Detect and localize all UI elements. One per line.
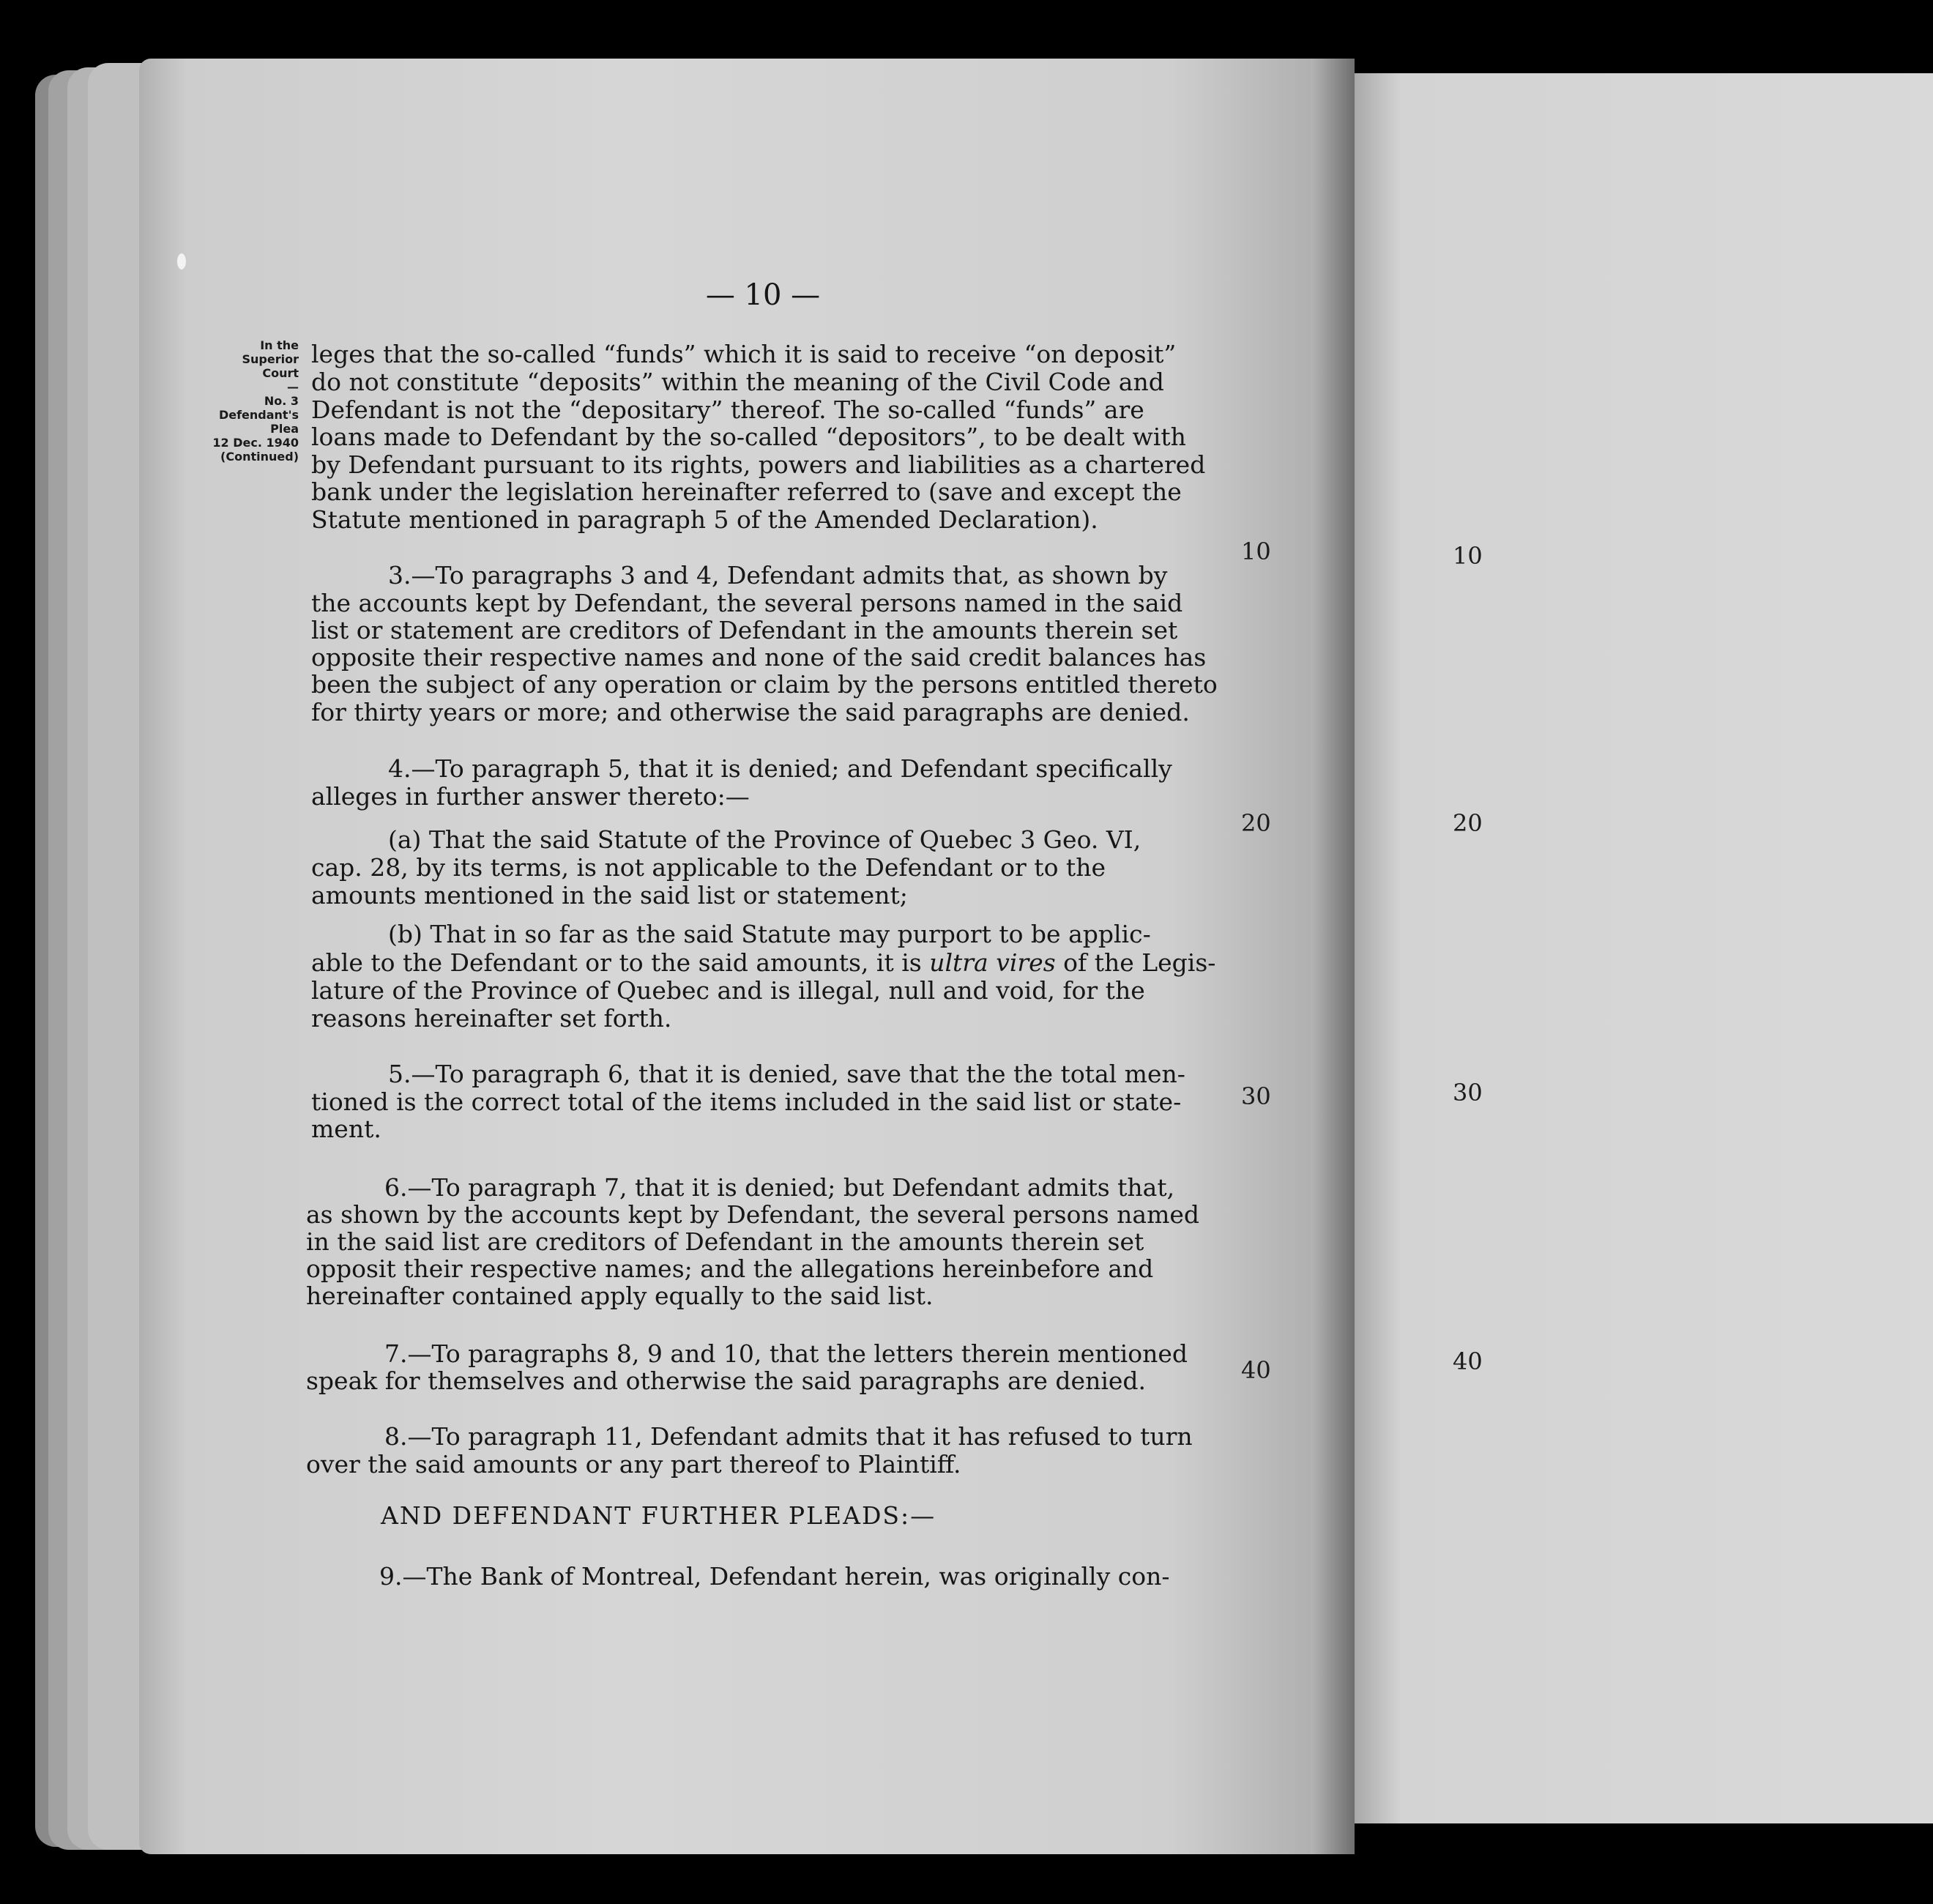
text-line: reasons hereinafter set forth.: [311, 1004, 672, 1033]
text-line: 4.—To paragraph 5, that it is denied; and Defendant specifically: [388, 754, 1172, 783]
text-line: for thirty years or more; and otherwise the said paragraphs are denied.: [311, 698, 1190, 726]
text-line: cap. 28, by its terms, is not applicable to the Defendant or to the: [311, 853, 1106, 882]
margin-note-line: Court: [262, 366, 299, 380]
margin-note-line: In the: [260, 338, 299, 352]
text-line: 8.—To paragraph 11, Defendant admits that it has refused to turn: [384, 1422, 1193, 1451]
text-line: lature of the Province of Quebec and is illegal, null and void, for the: [311, 976, 1145, 1005]
margin-note-line: Plea: [270, 422, 299, 436]
text-line: 3.—To paragraphs 3 and 4, Defendant admits that, as shown by: [388, 561, 1168, 590]
text-line: speak for themselves and otherwise the said paragraphs are denied.: [306, 1366, 1147, 1395]
text-line: 5.—To paragraph 6, that it is denied, save that the the total men-: [388, 1060, 1185, 1088]
text-line: been the subject of any operation or claim by the persons entitled thereto: [311, 670, 1218, 699]
text-line: (b) That in so far as the said Statute may purport to be applic-: [388, 920, 1151, 948]
text-line: 6.—To paragraph 7, that it is denied; but Defendant admits that,: [384, 1173, 1175, 1202]
margin-note-line: —: [287, 380, 299, 394]
text-line: ment.: [311, 1115, 381, 1143]
line-number: 40: [1453, 1347, 1483, 1375]
margin-note-line: (Continued): [220, 450, 299, 464]
margin-note-line: Superior: [242, 352, 299, 366]
text-line: as shown by the accounts kept by Defendant, the several persons named: [306, 1200, 1200, 1229]
page-number: — 10 —: [705, 278, 821, 312]
text-line: hereinafter contained apply equally to the said list.: [306, 1282, 934, 1310]
line-number: 30: [1453, 1079, 1483, 1107]
right-page: [1355, 73, 1933, 1823]
margin-note: [182, 338, 299, 464]
margin-note-line: No. 3: [264, 394, 299, 408]
text-line: do not constitute “deposits” within the meaning of the Civil Code and: [311, 368, 1164, 396]
text-line: the accounts kept by Defendant, the several persons named in the said: [311, 589, 1183, 617]
line-number: 30: [1241, 1082, 1271, 1110]
text-line-heading: AND DEFENDANT FURTHER PLEADS:—: [381, 1501, 936, 1530]
text-line: amounts mentioned in the said list or statement;: [311, 881, 908, 910]
italic-phrase: ultra vires: [929, 948, 1056, 977]
line-number: 20: [1241, 809, 1271, 837]
text-line: over the said amounts or any part thereof to Plaintiff.: [306, 1450, 961, 1479]
paper-speck: [177, 253, 186, 269]
book-gutter: [1311, 59, 1355, 1854]
line-number: 10: [1453, 542, 1483, 570]
text-line: by Defendant pursuant to its rights, powers and liabilities as a chartered: [311, 450, 1206, 479]
text-line: tioned is the correct total of the items included in the said list or state-: [311, 1087, 1182, 1116]
text-line: leges that the so-called “funds” which it is said to receive “on deposit”: [311, 340, 1177, 368]
text-line: opposit their respective names; and the allegations hereinbefore and: [306, 1254, 1154, 1283]
line-number: 20: [1453, 809, 1483, 837]
text-line: able to the Defendant or to the said amounts, it is ultra vires of the Legis-: [311, 948, 1216, 977]
margin-note-line: Defendant's: [218, 408, 299, 422]
text-line: 9.—The Bank of Montreal, Defendant herein, was originally con-: [379, 1562, 1170, 1591]
text-line: Defendant is not the “depositary” thereof. The so-called “funds” are: [311, 395, 1144, 424]
text-line: bank under the legislation hereinafter referred to (save and except the: [311, 477, 1182, 506]
text-line: alleges in further answer thereto:—: [311, 782, 750, 811]
text-line: list or statement are creditors of Defendant in the amounts therein set: [311, 616, 1178, 644]
text-line: (a) That the said Statute of the Province of Quebec 3 Geo. VI,: [388, 825, 1141, 854]
line-number: 10: [1241, 538, 1271, 565]
text-line: loans made to Defendant by the so-called “depositors”, to be dealt with: [311, 423, 1186, 451]
line-number: 40: [1241, 1356, 1271, 1384]
text-line: opposite their respective names and none of the said credit balances has: [311, 643, 1207, 672]
margin-note-line: 12 Dec. 1940: [212, 436, 299, 450]
text-line: Statute mentioned in paragraph 5 of the Amended Declaration).: [311, 505, 1098, 534]
text-line: 7.—To paragraphs 8, 9 and 10, that the letters therein mentioned: [384, 1339, 1188, 1368]
text-line: in the said list are creditors of Defendant in the amounts therein set: [306, 1227, 1144, 1256]
